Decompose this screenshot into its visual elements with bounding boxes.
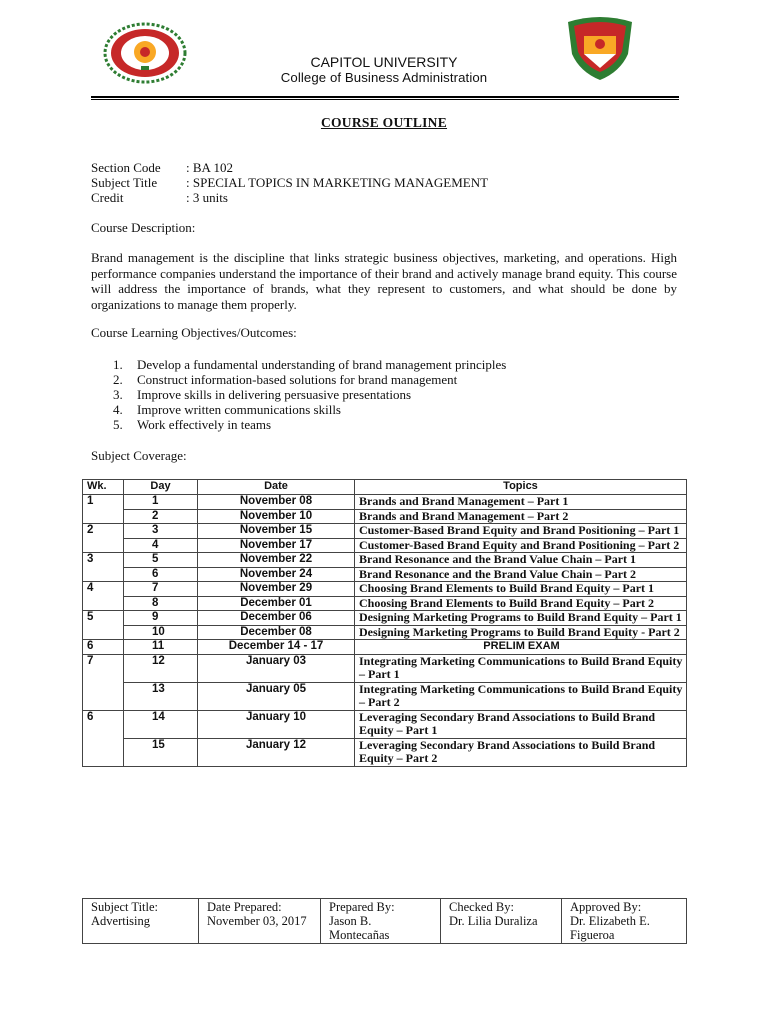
course-description: Brand management is the discipline that links strategic business objectives, marketing, and operations. High performance companies understand the importance of their brand and actively manage brand equity. This course will address the importance of brands, what they represent to customers, and what should be done by organizations to manage them properly. [91,250,677,312]
document-title: COURSE OUTLINE [320,115,448,130]
topic-cell: Leveraging Secondary Brand Associations to Build Brand Equity – Part 2 [355,738,687,766]
topic-cell: Brand Resonance and the Brand Value Chain – Part 1 [355,553,687,568]
week-cell: 1 [83,495,124,524]
date-cell: January 05 [198,682,355,710]
date-cell: January 12 [198,738,355,766]
table-header-row [83,480,687,495]
table-row [83,654,687,682]
day-cell: 14 [124,710,198,738]
meta-value: : BA 102 [186,160,233,175]
college-name: College of Business Administration [280,70,488,85]
list-item: 1. Develop a fundamental understanding of brand management principles [113,357,507,372]
signature-footer-table [82,898,687,944]
day-cell: 1 [124,495,198,510]
footer-date-prepared: Date Prepared: November 03, 2017 [199,899,321,944]
meta-key: Subject Title [91,175,158,190]
date-cell: December 14 - 17 [198,640,355,655]
university-name: CAPITOL UNIVERSITY [310,54,458,70]
topic-cell: Brands and Brand Management – Part 1 [355,495,687,510]
topic-cell: Choosing Brand Elements to Build Brand Equity – Part 2 [355,596,687,611]
date-cell: January 03 [198,654,355,682]
course-description-label: Course Description: [91,220,196,235]
topic-cell: Choosing Brand Elements to Build Brand Equity – Part 1 [355,582,687,597]
week-cell: 2 [83,524,124,553]
footer-row [83,899,687,944]
meta-value: : 3 units [186,190,228,205]
day-cell: 3 [124,524,198,539]
day-cell: 4 [124,538,198,553]
table-row [83,625,687,640]
topic-cell: PRELIM EXAM [355,640,687,655]
table-row [83,567,687,582]
topic-cell: Customer-Based Brand Equity and Brand Positioning – Part 1 [355,524,687,539]
topic-cell: Integrating Marketing Communications to Build Brand Equity – Part 2 [355,682,687,710]
subject-title-row [91,175,488,191]
footer-subject-title: Subject Title: Advertising [83,899,199,944]
list-item: 3. Improve skills in delivering persuasive presentations [113,387,412,402]
list-item: 2. Construct information-based solutions for brand management [113,372,458,387]
date-cell: November 10 [198,509,355,524]
coverage-label: Subject Coverage: [91,448,187,463]
day-cell: 10 [124,625,198,640]
table-row [83,524,687,539]
list-item: 5. Work effectively in teams [113,417,272,432]
meta-key: Credit [91,190,124,205]
objectives-list [113,357,506,432]
header-rule-thin [91,99,679,100]
header-wk: Wk. [83,480,124,495]
day-cell: 13 [124,682,198,710]
day-cell: 11 [124,640,198,655]
table-row [83,640,687,655]
table-row [83,611,687,626]
date-cell: November 29 [198,582,355,597]
table-row [83,538,687,553]
day-cell: 5 [124,553,198,568]
footer-checked-by: Checked By: Dr. Lilia Duraliza [441,899,562,944]
week-cell: 6 [83,710,124,766]
header-rule [91,96,679,98]
date-cell: December 01 [198,596,355,611]
meta-key: Section Code [91,160,161,175]
date-cell: November 22 [198,553,355,568]
day-cell: 12 [124,654,198,682]
table-row [83,509,687,524]
week-cell: 4 [83,582,124,611]
topic-cell: Designing Marketing Programs to Build Brand Equity – Part 1 [355,611,687,626]
day-cell: 8 [124,596,198,611]
table-row [83,596,687,611]
section-code-row [91,160,233,176]
date-cell: December 08 [198,625,355,640]
footer-prepared-by: Prepared By: Jason B. Montecañas [321,899,441,944]
day-cell: 6 [124,567,198,582]
table-row [83,553,687,568]
date-cell: November 15 [198,524,355,539]
meta-value: : SPECIAL TOPICS IN MARKETING MANAGEMENT [186,175,489,190]
week-cell: 6 [83,640,124,655]
topic-cell: Designing Marketing Programs to Build Brand Equity - Part 2 [355,625,687,640]
table-row [83,682,687,710]
objectives-label: Course Learning Objectives/Outcomes: [91,325,297,340]
day-cell: 7 [124,582,198,597]
date-cell: November 17 [198,538,355,553]
week-cell: 7 [83,654,124,710]
day-cell: 9 [124,611,198,626]
date-cell: January 10 [198,710,355,738]
topic-cell: Brand Resonance and the Brand Value Chain – Part 2 [355,567,687,582]
day-cell: 2 [124,509,198,524]
header-day: Day [124,480,198,495]
topic-cell: Customer-Based Brand Equity and Brand Positioning – Part 2 [355,538,687,553]
week-cell: 3 [83,553,124,582]
header-topics: Topics [355,480,687,495]
footer-approved-by: Approved By: Dr. Elizabeth E. Figueroa [562,899,687,944]
header-date: Date [198,480,355,495]
day-cell: 15 [124,738,198,766]
subject-coverage-table [82,479,687,767]
date-cell: December 06 [198,611,355,626]
table-row [83,710,687,738]
topic-cell: Integrating Marketing Communications to Build Brand Equity – Part 1 [355,654,687,682]
table-row [83,495,687,510]
credit-row [91,190,228,206]
topic-cell: Brands and Brand Management – Part 2 [355,509,687,524]
date-cell: November 24 [198,567,355,582]
list-item: 4. Improve written communications skills [113,402,341,417]
date-cell: November 08 [198,495,355,510]
topic-cell: Leveraging Secondary Brand Associations to Build Brand Equity – Part 1 [355,710,687,738]
table-row [83,582,687,597]
week-cell: 5 [83,611,124,640]
table-row [83,738,687,766]
